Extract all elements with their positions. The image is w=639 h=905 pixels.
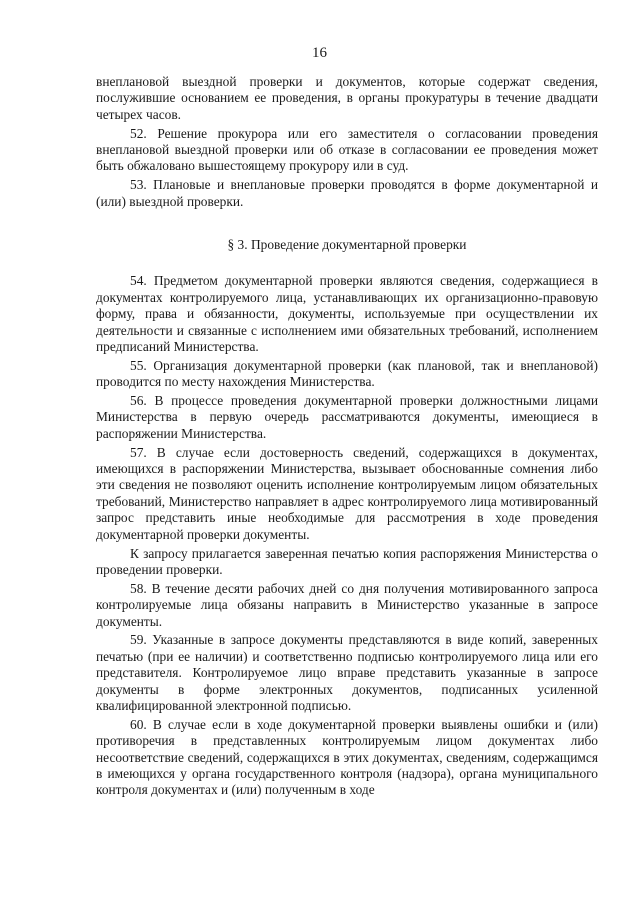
document-body <box>96 74 598 801</box>
page-number: 16 <box>312 45 327 61</box>
paragraph-59: 59. Указанные в запросе документы представляются в виде копий, заверенных печатью (при ее наличии) и соответственно подписью контролируемого лица или его представителя. Контролируемое лицо вправе представить указанные в запросе документы в форме электронных документов, подписанных усиленной квалифицированной электронной подписью. <box>96 632 598 713</box>
paragraph-60: 60. В случае если в ходе документарной проверки выявлены ошибки и (или) противоречия в представленных контролируемым лицом документах либо несоответствие сведений, содержащихся в этих документах, сведениям, содержащимся в имеющихся у органа государственного контроля (надзора), органа муниципального контроля документах и (или) полученным в ходе <box>96 716 598 798</box>
paragraph-continuation: внеплановой выездной проверки и документов, которые содержат сведения, послужившие основанием ее проведения, в органы прокуратуры в течение двадцати четырех часов. <box>96 74 598 122</box>
paragraph-56: 56. В процессе проведения документарной проверки должностными лицами Министерства в первую очередь рассматриваются документы, имеющиеся в распоряжении Министерства. <box>96 393 598 441</box>
paragraph-57: 57. В случае если достоверность сведений, содержащихся в документах, имеющихся в распоряжении Министерства, вызывает обоснованные сомнения либо эти сведения не позволяют оценить исполнение контролируемым лицом обязательных требований, Министерство направляет в адрес контролируемого лица мотивированный запрос представить иные необходимые для рассмотрения в ходе проведения документарной проверки документы. <box>96 444 598 542</box>
section-heading: § 3. Проведение документарной проверки <box>227 237 467 253</box>
paragraph-57-attachment: К запросу прилагается заверенная печатью копия распоряжения Министерства о проведении проверки. <box>96 545 598 577</box>
paragraph-54: 54. Предметом документарной проверки являются сведения, содержащиеся в документах контролируемого лица, устанавливающих их организационно-правовую форму, права и обязанности, документы, используемые при осуществлении их деятельности и связанные с исполнением ими обязательных требований, исполнением предписаний Министерства. <box>96 273 598 355</box>
paragraph-53: 53. Плановые и внеплановые проверки проводятся в форме документарной и (или) выездной проверки. <box>96 177 598 209</box>
paragraph-55: 55. Организация документарной проверки (как плановой, так и внеплановой) проводится по месту нахождения Министерства. <box>96 357 598 390</box>
paragraph-52: 52. Решение прокурора или его заместителя о согласовании проведения внеплановой выездной проверки или об отказе в согласовании ее проведения может быть обжаловано вышестоящему прокурору или в суд. <box>96 125 598 174</box>
paragraph-58: 58. В течение десяти рабочих дней со дня получения мотивированного запроса контролируемые лица обязаны направить в Министерство указанные в запросе документы. <box>96 580 598 629</box>
